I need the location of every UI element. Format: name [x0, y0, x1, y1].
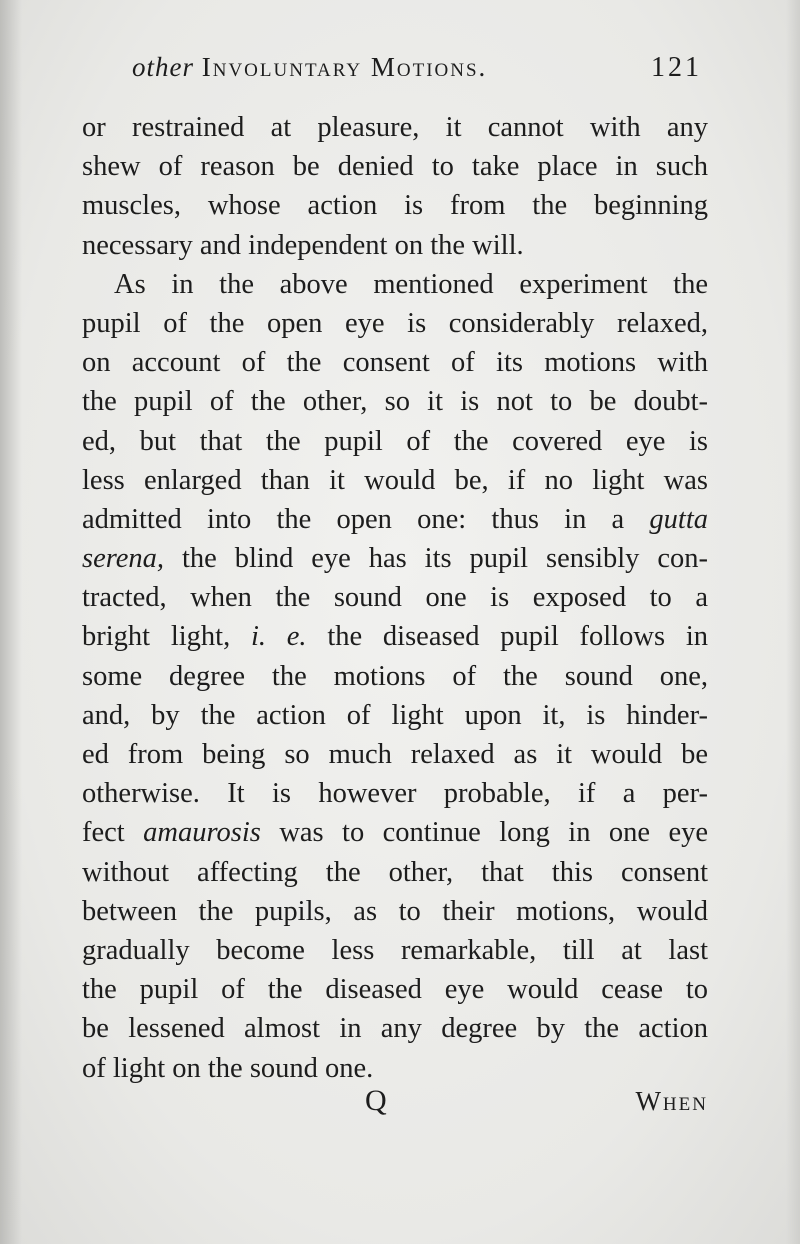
text-line: ed, but that the pupil of the covered eye is: [82, 425, 708, 457]
text-run: admitted into the open one: thus in a: [82, 503, 625, 535]
italic-term: gutta: [649, 503, 709, 535]
page-number: 121: [651, 52, 702, 83]
page-footer: [365, 1084, 708, 1118]
text-run: bright light,: [82, 621, 231, 653]
running-title-caps: Involuntary Motions.: [201, 52, 488, 82]
italic-term: serena,: [82, 543, 165, 575]
text-line: muscles, whose action is from the beginning: [82, 190, 708, 222]
text-line: [82, 500, 708, 539]
text-line: [82, 813, 708, 852]
text-run: the blind eye has its pupil sensibly con-: [182, 543, 708, 575]
italic-term: amaurosis: [143, 817, 261, 849]
text-line: necessary and independent on the will.: [82, 229, 524, 261]
page-header: [132, 52, 702, 94]
text-line: otherwise. It is however probable, if a per-: [82, 778, 708, 810]
text-line: the pupil of the diseased eye would cease to: [82, 974, 708, 1006]
text-run: fect: [82, 817, 125, 849]
text-line: shew of reason be denied to take place in such: [82, 151, 708, 183]
page-edge-shadow: [786, 0, 800, 1244]
text-line: or restrained at pleasure, it cannot with any: [82, 112, 708, 143]
text-run: was to continue long in one eye: [279, 817, 709, 849]
running-title: [132, 52, 487, 83]
text-line: [82, 617, 708, 656]
signature-mark: Q: [365, 1084, 387, 1117]
text-line: on account of the consent of its motions with: [82, 347, 708, 379]
text-line: of light on the sound one.: [82, 1052, 374, 1084]
page-body: [82, 108, 708, 1088]
text-line: without affecting the other, that this consent: [82, 856, 708, 888]
italic-term: i. e.: [250, 621, 307, 653]
text-line: [82, 539, 708, 578]
page-gutter-shadow: [0, 0, 22, 1244]
text-line: pupil of the open eye is considerably relaxed,: [82, 307, 708, 339]
text-line: between the pupils, as to their motions, would: [82, 895, 708, 927]
text-line: gradually become less remarkable, till at last: [82, 934, 708, 966]
text-line: less enlarged than it would be, if no light was: [82, 464, 708, 496]
text-line: the pupil of the other, so it is not to be doubt-: [82, 386, 708, 418]
text-line: As in the above mentioned experiment the: [114, 268, 708, 300]
text-line: some degree the motions of the sound one,: [82, 660, 708, 692]
text-line: ed from being so much relaxed as it would be: [82, 739, 708, 770]
text-line: tracted, when the sound one is exposed to a: [82, 582, 708, 614]
catchword: When: [635, 1086, 708, 1116]
text-line: and, by the action of light upon it, is hinder-: [82, 699, 708, 731]
text-run: the diseased pupil follows in: [327, 621, 708, 653]
text-line: be lessened almost in any degree by the action: [82, 1013, 708, 1045]
running-title-italic: other: [132, 52, 194, 82]
